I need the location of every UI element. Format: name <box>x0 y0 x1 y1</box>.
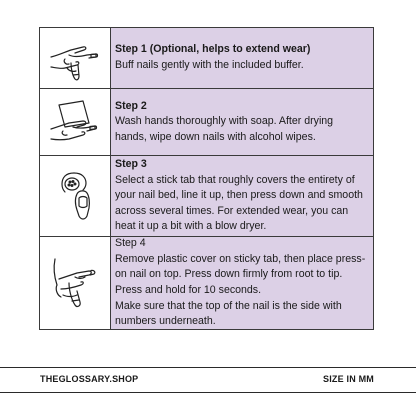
step-text-cell <box>111 156 373 236</box>
instructions-table <box>39 27 374 330</box>
step-row <box>40 89 373 156</box>
step-description: Wash hands thoroughly with soap. After drying hands, wipe down nails with alcohol wipes. <box>115 115 334 143</box>
step-orientation-note: Make sure that the top of the nail is the side with numbers underneath. <box>115 299 342 328</box>
step-text-cell <box>111 237 373 329</box>
step-title: Step 3 <box>115 158 147 171</box>
step-text-cell <box>111 89 373 155</box>
step-title: Step 4 <box>115 237 146 250</box>
step-description: Remove plastic cover on sticky tab, then place press-on nail on top. Press down firmly from root to tip. <box>115 252 366 281</box>
size-note: SIZE IN MM <box>323 374 374 384</box>
wipe-hand-icon <box>49 99 101 145</box>
press-on-hand-icon <box>49 255 101 311</box>
step-icon-cell <box>40 28 111 88</box>
step-title: Step 2 <box>115 99 147 112</box>
step-description: Select a stick tab that roughly covers the entirety of your nail bed, line it up, then press down and smooth across several times. For extended wear, you can heat it up a bit with a blow dryer. <box>115 173 363 233</box>
footer-bar <box>0 367 416 393</box>
buffing-hand-icon <box>49 35 101 81</box>
step-text-cell <box>111 28 373 88</box>
step-hold-note: Press and hold for 10 seconds. <box>115 284 262 296</box>
step-row <box>40 237 373 329</box>
step-description: Buff nails gently with the included buffer. <box>115 59 304 71</box>
step-icon-cell <box>40 89 111 155</box>
step-row <box>40 28 373 89</box>
step-icon-cell <box>40 237 111 329</box>
step-icon-cell <box>40 156 111 236</box>
sticky-tab-finger-icon <box>55 168 95 224</box>
step-title: Step 1 (Optional, helps to extend wear) <box>115 43 311 56</box>
shop-url: THEGLOSSARY.SHOP <box>40 374 139 384</box>
step-row <box>40 156 373 237</box>
